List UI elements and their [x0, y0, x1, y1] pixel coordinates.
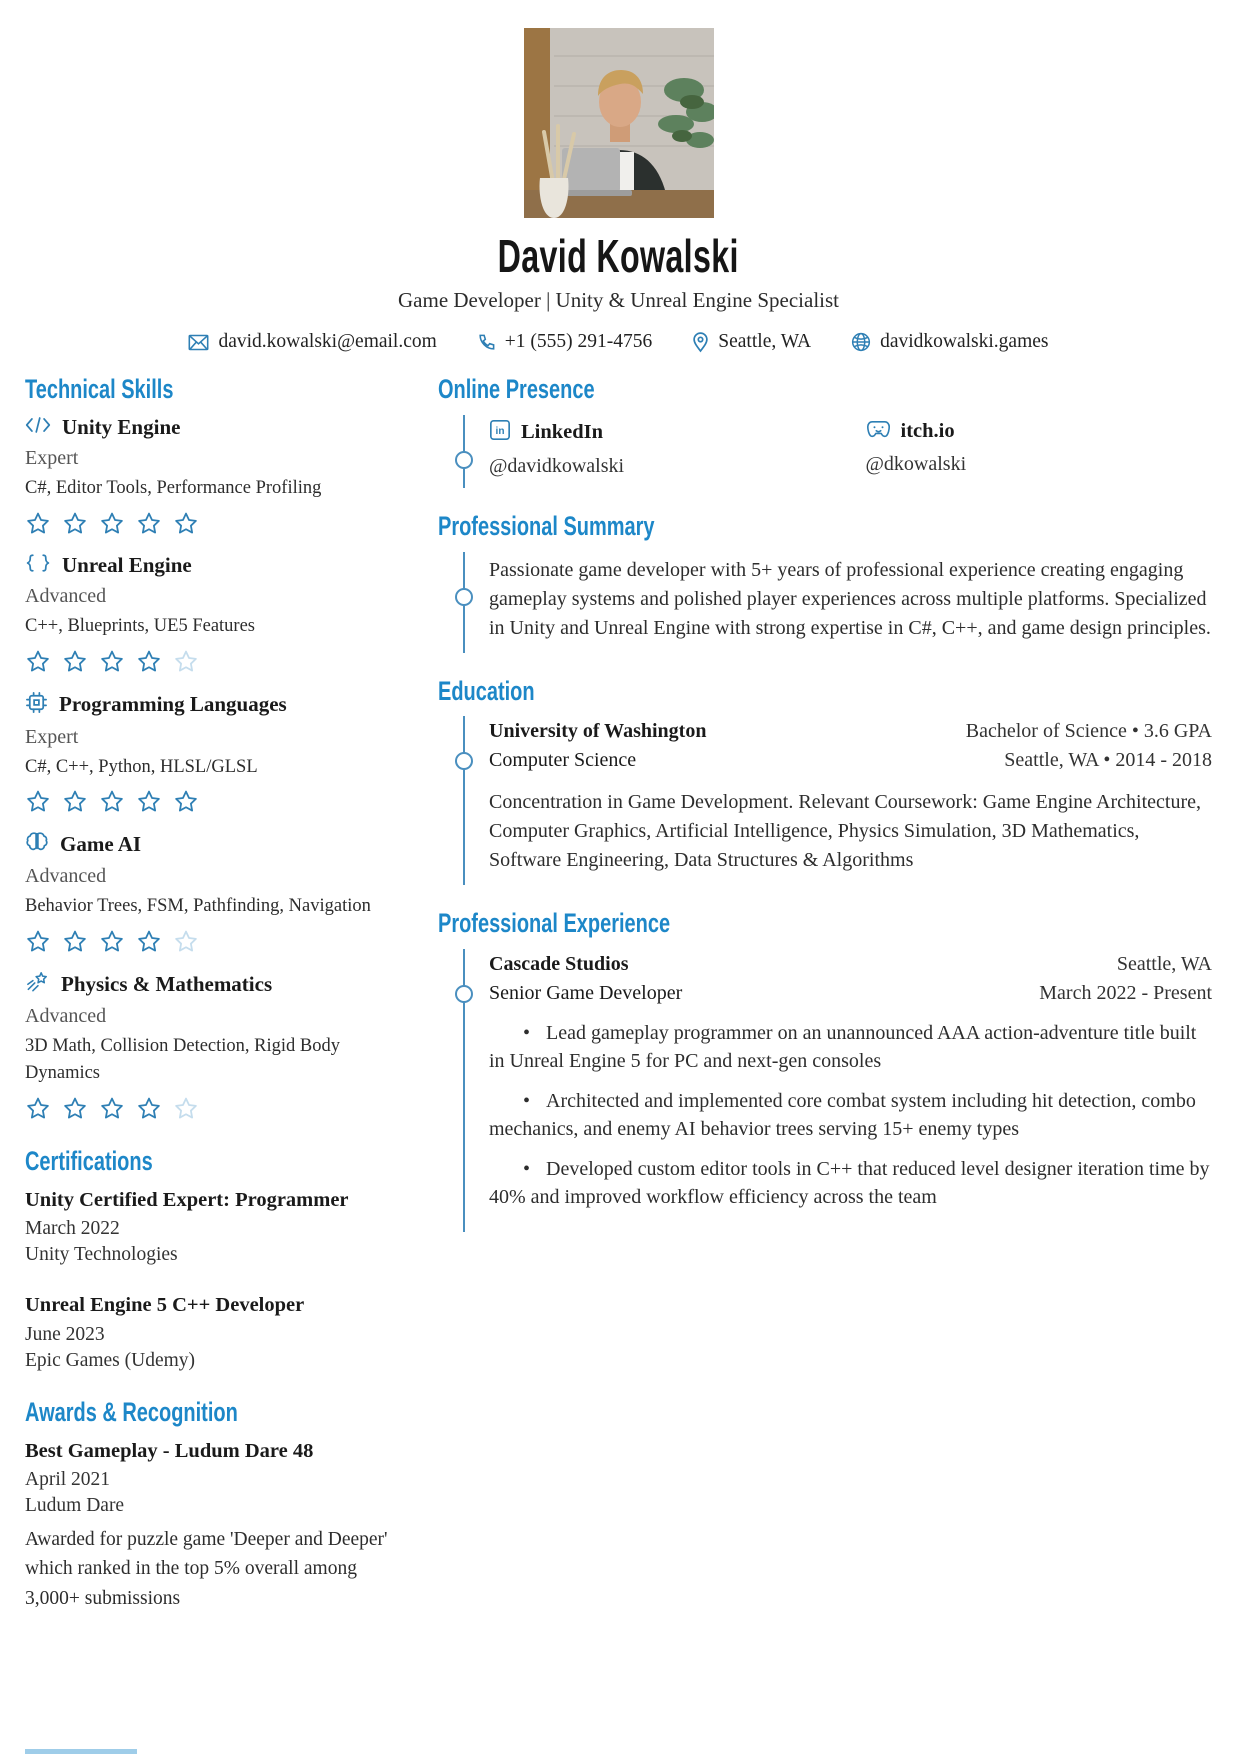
star-icon: [25, 1096, 51, 1121]
award-issuer: Ludum Dare: [25, 1495, 125, 1517]
skill-physics-mathematics: [25, 971, 390, 1121]
skill-unity-engine: [25, 415, 390, 536]
star-icon: [25, 511, 51, 536]
star-icon: [99, 1096, 125, 1121]
skill-star-rating: [25, 929, 390, 954]
experience-position: Senior Game Developer: [489, 982, 683, 1005]
skill-keywords: 3D Math, Collision Detection, Rigid Body Dynamics: [25, 1036, 341, 1084]
star-icon: [173, 929, 199, 954]
star-icon: [99, 511, 125, 536]
svg-text:in: in: [495, 426, 505, 438]
columns: [25, 375, 1212, 1639]
left-column: [25, 375, 390, 1639]
email-icon: [188, 334, 209, 351]
contact-email[interactable]: [188, 331, 436, 353]
contact-location-text: Seattle, WA: [718, 331, 812, 353]
star-icon: [136, 1096, 162, 1121]
phone-icon: [477, 333, 496, 352]
bullet-dot: •: [523, 1089, 531, 1112]
section-title-online-presence: Online Presence: [438, 374, 595, 405]
award-description: Awarded for puzzle game 'Deeper and Deeper' which ranked in the top 5% overall among 3,000+ submissions: [25, 1529, 388, 1609]
skill-name: Unity Engine: [62, 414, 181, 439]
skill-star-rating: [25, 789, 390, 814]
right-column: [438, 375, 1212, 1639]
section-title-certifications: Certifications: [25, 1145, 153, 1176]
itchio-icon: [866, 419, 891, 444]
certifications-section: [25, 1147, 390, 1372]
experience-section: [438, 909, 1212, 1232]
contact-phone[interactable]: [477, 331, 652, 353]
profile-linkedin[interactable]: [489, 419, 836, 478]
skill-keywords: C++, Blueprints, UE5 Features: [25, 615, 255, 636]
skill-level: Expert: [25, 446, 79, 469]
bullet-dot: •: [523, 1157, 531, 1180]
skill-level: Advanced: [25, 1005, 107, 1028]
skill-programming-languages: [25, 691, 390, 815]
contact-email-text: david.kowalski@email.com: [218, 331, 437, 353]
section-title-education: Education: [438, 675, 535, 706]
award-item: [25, 1438, 390, 1613]
skill-keywords: C#, Editor Tools, Performance Profiling: [25, 477, 322, 498]
star-icon: [62, 1096, 88, 1121]
education-degree-meta: Bachelor of Science • 3.6 GPA: [965, 720, 1212, 743]
summary-text: Passionate game developer with 5+ years of professional experience creating engaging gameplay systems and polished player experiences across multiple platforms. Specialized in Unity and Unreal Engine with strong expertise in C#, C++, and game design principles.: [489, 558, 1211, 639]
experience-highlight: • Architected and implemented core combat system including hit detection, combo mechanics, and enemy AI behavior trees serving 15+ enemy types: [489, 1089, 1196, 1141]
star-icon: [62, 511, 88, 536]
star-icon: [25, 649, 51, 674]
profile-photo: [524, 28, 714, 218]
contact-website-text: davidkowalski.games: [880, 331, 1049, 353]
experience-dates: March 2022 - Present: [1039, 982, 1212, 1005]
star-icon: [62, 929, 88, 954]
education-description: Concentration in Game Development. Relevant Coursework: Game Engine Architecture, Computer Graphics, Artificial Intelligence, Physics Simulation, 3D Mathematics, Software Engineering, Data Structures & Algorithms: [489, 791, 1202, 872]
skill-level: Advanced: [25, 865, 107, 888]
globe-icon: [851, 332, 871, 352]
bullet-dot: •: [523, 1022, 531, 1045]
online-presence-body: [463, 415, 1212, 488]
star-icon: [173, 511, 199, 536]
skill-star-rating: [25, 511, 390, 536]
candidate-name: David Kowalski: [497, 230, 740, 282]
summary-body: [463, 552, 1212, 653]
skill-name: Game AI: [60, 832, 142, 857]
profile-network: itch.io: [900, 419, 955, 442]
skill-name: Physics & Mathematics: [61, 972, 273, 997]
section-title-awards: Awards & Recognition: [25, 1396, 238, 1427]
education-institution: University of Washington: [489, 720, 707, 743]
certification-item: [25, 1187, 390, 1267]
profile-username: @dkowalski: [865, 452, 967, 475]
certification-name: Unreal Engine 5 C++ Developer: [25, 1294, 305, 1317]
location-icon: [692, 332, 709, 353]
candidate-title: Game Developer | Unity & Unreal Engine Specialist: [398, 288, 839, 313]
award-name: Best Gameplay - Ludum Dare 48: [25, 1439, 314, 1462]
header: [25, 28, 1212, 353]
linkedin-icon: [489, 419, 511, 446]
section-title-experience: Professional Experience: [438, 908, 671, 939]
profile-photo-illustration: [524, 28, 714, 218]
summary-section: [438, 512, 1212, 653]
star-icon: [25, 789, 51, 814]
chip-icon: [25, 691, 48, 719]
experience-body: [463, 949, 1212, 1232]
certification-name: Unity Certified Expert: Programmer: [25, 1188, 349, 1211]
skill-level: Advanced: [25, 584, 107, 607]
star-icon: [62, 789, 88, 814]
award-date: April 2021: [25, 1469, 111, 1491]
experience-highlight: • Developed custom editor tools in C++ that reduced level designer iteration time by 40% and improved workflow efficiency across the team: [489, 1157, 1210, 1208]
certification-issuer: Epic Games (Udemy): [25, 1349, 196, 1371]
next-page-cutoff-fragment: [25, 1749, 137, 1754]
skill-unreal-engine: [25, 553, 390, 674]
contact-phone-text: +1 (555) 291-4756: [504, 331, 653, 353]
certification-item: [25, 1292, 390, 1372]
certification-issuer: Unity Technologies: [25, 1244, 178, 1266]
online-presence-section: [438, 375, 1212, 488]
star-icon: [136, 929, 162, 954]
star-icon: [173, 789, 199, 814]
skill-level: Expert: [25, 725, 79, 748]
experience-highlights: [489, 1019, 1212, 1211]
contact-website[interactable]: [851, 331, 1048, 353]
skill-keywords: Behavior Trees, FSM, Pathfinding, Navigation: [25, 896, 371, 917]
braces-icon: [25, 553, 51, 578]
awards-section: [25, 1398, 390, 1613]
skill-name: Unreal Engine: [62, 552, 192, 577]
skill-keywords: C#, C++, Python, HLSL/GLSL: [25, 756, 258, 777]
contact-location: [692, 331, 811, 353]
star-icon: [99, 789, 125, 814]
education-location-meta: Seattle, WA • 2014 - 2018: [1004, 749, 1212, 772]
certification-date: March 2022: [25, 1218, 120, 1240]
education-body: [463, 716, 1212, 885]
experience-location: Seattle, WA: [1116, 953, 1212, 976]
profile-itchio[interactable]: [866, 419, 1213, 478]
skill-star-rating: [25, 1096, 390, 1121]
star-icon: [62, 649, 88, 674]
certification-date: June 2023: [25, 1323, 105, 1345]
star-icon: [99, 649, 125, 674]
profile-username: @davidkowalski: [489, 454, 625, 477]
comet-icon: [25, 971, 50, 998]
profile-network: LinkedIn: [521, 420, 604, 443]
star-icon: [173, 649, 199, 674]
experience-highlight: • Lead gameplay programmer on an unannounced AAA action-adventure title built in Unreal Engine 5 for PC and next-gen consoles: [489, 1022, 1197, 1073]
star-icon: [136, 511, 162, 536]
skill-name: Programming Languages: [59, 692, 287, 717]
star-icon: [25, 929, 51, 954]
brain-icon: [25, 831, 49, 858]
section-title-summary: Professional Summary: [438, 510, 655, 541]
section-title-technical-skills: Technical Skills: [25, 374, 174, 405]
skill-game-ai: [25, 831, 390, 954]
star-icon: [173, 1096, 199, 1121]
skill-star-rating: [25, 649, 390, 674]
star-icon: [99, 929, 125, 954]
contact-row: [188, 331, 1048, 353]
experience-company: Cascade Studios: [489, 953, 629, 976]
education-section: [438, 677, 1212, 886]
education-area: Computer Science: [489, 749, 637, 772]
star-icon: [136, 649, 162, 674]
code-icon: [25, 415, 51, 440]
star-icon: [136, 789, 162, 814]
